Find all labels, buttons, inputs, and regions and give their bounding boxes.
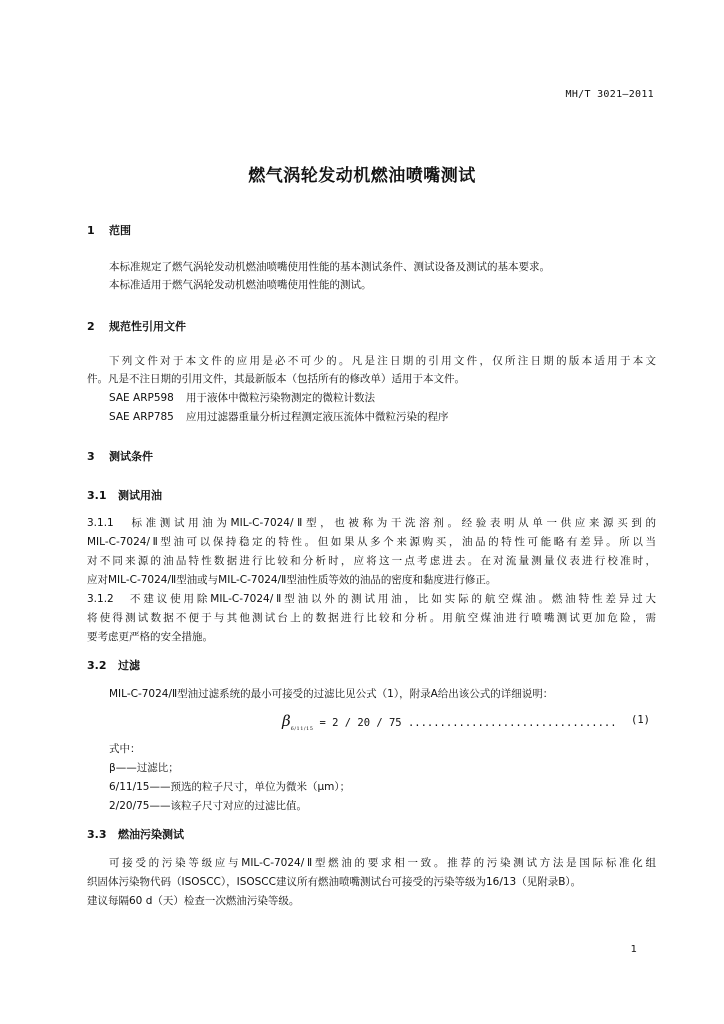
page-number: 1 [630,944,637,955]
section-3-3-heading [87,826,184,842]
standard-code: MH/T 3021—2011 [565,89,654,100]
section-title: 测试条件 [109,450,153,463]
paragraph-line: 建议每隔60 d（天）检查一次燃油污染等级。 [87,895,300,907]
clause-line: 应对MIL-C-7024/Ⅱ型油或与MIL-C-7024/Ⅱ型油性质等效的油品的密度和黏度进行修正。 [87,574,497,586]
reference-title: 用于液体中微粒污染物测定的微粒计数法 [186,392,375,404]
clause-line: 对不同来源的油品特性数据进行比较和分析时，应将这一点考虑进去。在对流量测量仪表进行校准时， [87,555,656,567]
definition-item: 2/20/75——该粒子尺寸对应的过滤比值。 [109,800,307,812]
section-title: 测试用油 [118,489,162,502]
document-title: 燃气涡轮发动机燃油喷嘴测试 [248,166,476,186]
reference-title: 应用过滤器重量分析过程测定液压流体中微粒污染的程序 [186,411,449,423]
clause-line: 3.1.1 标准测试用油为MIL-C-7024/Ⅱ型，也被称为干洗溶剂。经验表明从单一供应来源买到的 [87,517,656,529]
section-number: 1 [87,224,95,237]
formula-subscript: 6/11/15 [290,726,314,732]
formula-symbol: β [282,712,291,730]
section-number: 3.3 [87,828,107,841]
reference-code: SAE ARP598 [109,392,174,404]
section-number: 3.1 [87,489,107,502]
paragraph-line: 本标准适用于燃气涡轮发动机燃油喷嘴使用性能的测试。 [109,279,372,291]
where-label: 式中： [109,743,141,755]
section-3-heading [87,448,153,464]
section-3-2-heading [87,657,140,673]
formula [282,712,617,732]
clause-line: 3.1.2 不建议使用除MIL-C-7024/Ⅱ型油以外的测试用油，比如实际的航空煤油。燃油特性差异过大 [87,593,656,605]
section-title: 燃油污染测试 [118,828,184,841]
reference-code: SAE ARP785 [109,411,174,423]
paragraph-line: 本标准规定了燃气涡轮发动机燃油喷嘴使用性能的基本测试条件、测试设备及测试的基本要求。 [109,261,550,273]
clause-line: MIL-C-7024/Ⅱ型油可以保持稳定的特性。但如果从多个来源购买，油品的特性可能略有差异。所以当 [87,536,656,548]
section-title: 规范性引用文件 [109,320,186,333]
definition-item: 6/11/15——预选的粒子尺寸，单位为微米（μm）； [109,781,351,793]
formula-expression: = 2 / 20 / 75 ................................. [319,717,617,729]
paragraph-line: 织固体污染物代码（ISOSCC），ISOSCC建议所有燃油喷嘴测试台可接受的污染等级为16/13（见附录B）。 [87,876,582,888]
paragraph-line: 可接受的污染等级应与MIL-C-7024/Ⅱ型燃油的要求相一致。推荐的污染测试方法是国际标准化组 [109,857,656,869]
section-1-heading [87,222,131,238]
section-number: 3 [87,450,95,463]
section-title: 过滤 [118,659,140,672]
paragraph-line: MIL-C-7024/Ⅱ型油过滤系统的最小可接受的过滤比见公式（1），附录A给出该公式的详细说明： [109,688,554,700]
paragraph-line: 下列文件对于本文件的应用是必不可少的。凡是注日期的引用文件，仅所注日期的版本适用于本文 [109,355,656,367]
section-title: 范围 [109,224,131,237]
section-number: 3.2 [87,659,107,672]
clause-line: 要考虑更严格的安全措施。 [87,631,213,643]
section-3-1-heading [87,487,162,503]
clause-line: 将使得测试数据不便于与其他测试台上的数据进行比较和分析。用航空煤油进行喷嘴测试更加危险，需 [87,612,656,624]
formula-number: (1) [631,714,650,726]
section-2-heading [87,318,186,334]
reference-item [109,390,375,405]
paragraph-line: 件。凡是不注日期的引用文件，其最新版本（包括所有的修改单）适用于本文件。 [87,373,465,385]
section-number: 2 [87,320,95,333]
definition-item: β——过滤比； [109,762,179,774]
reference-item [109,409,449,424]
